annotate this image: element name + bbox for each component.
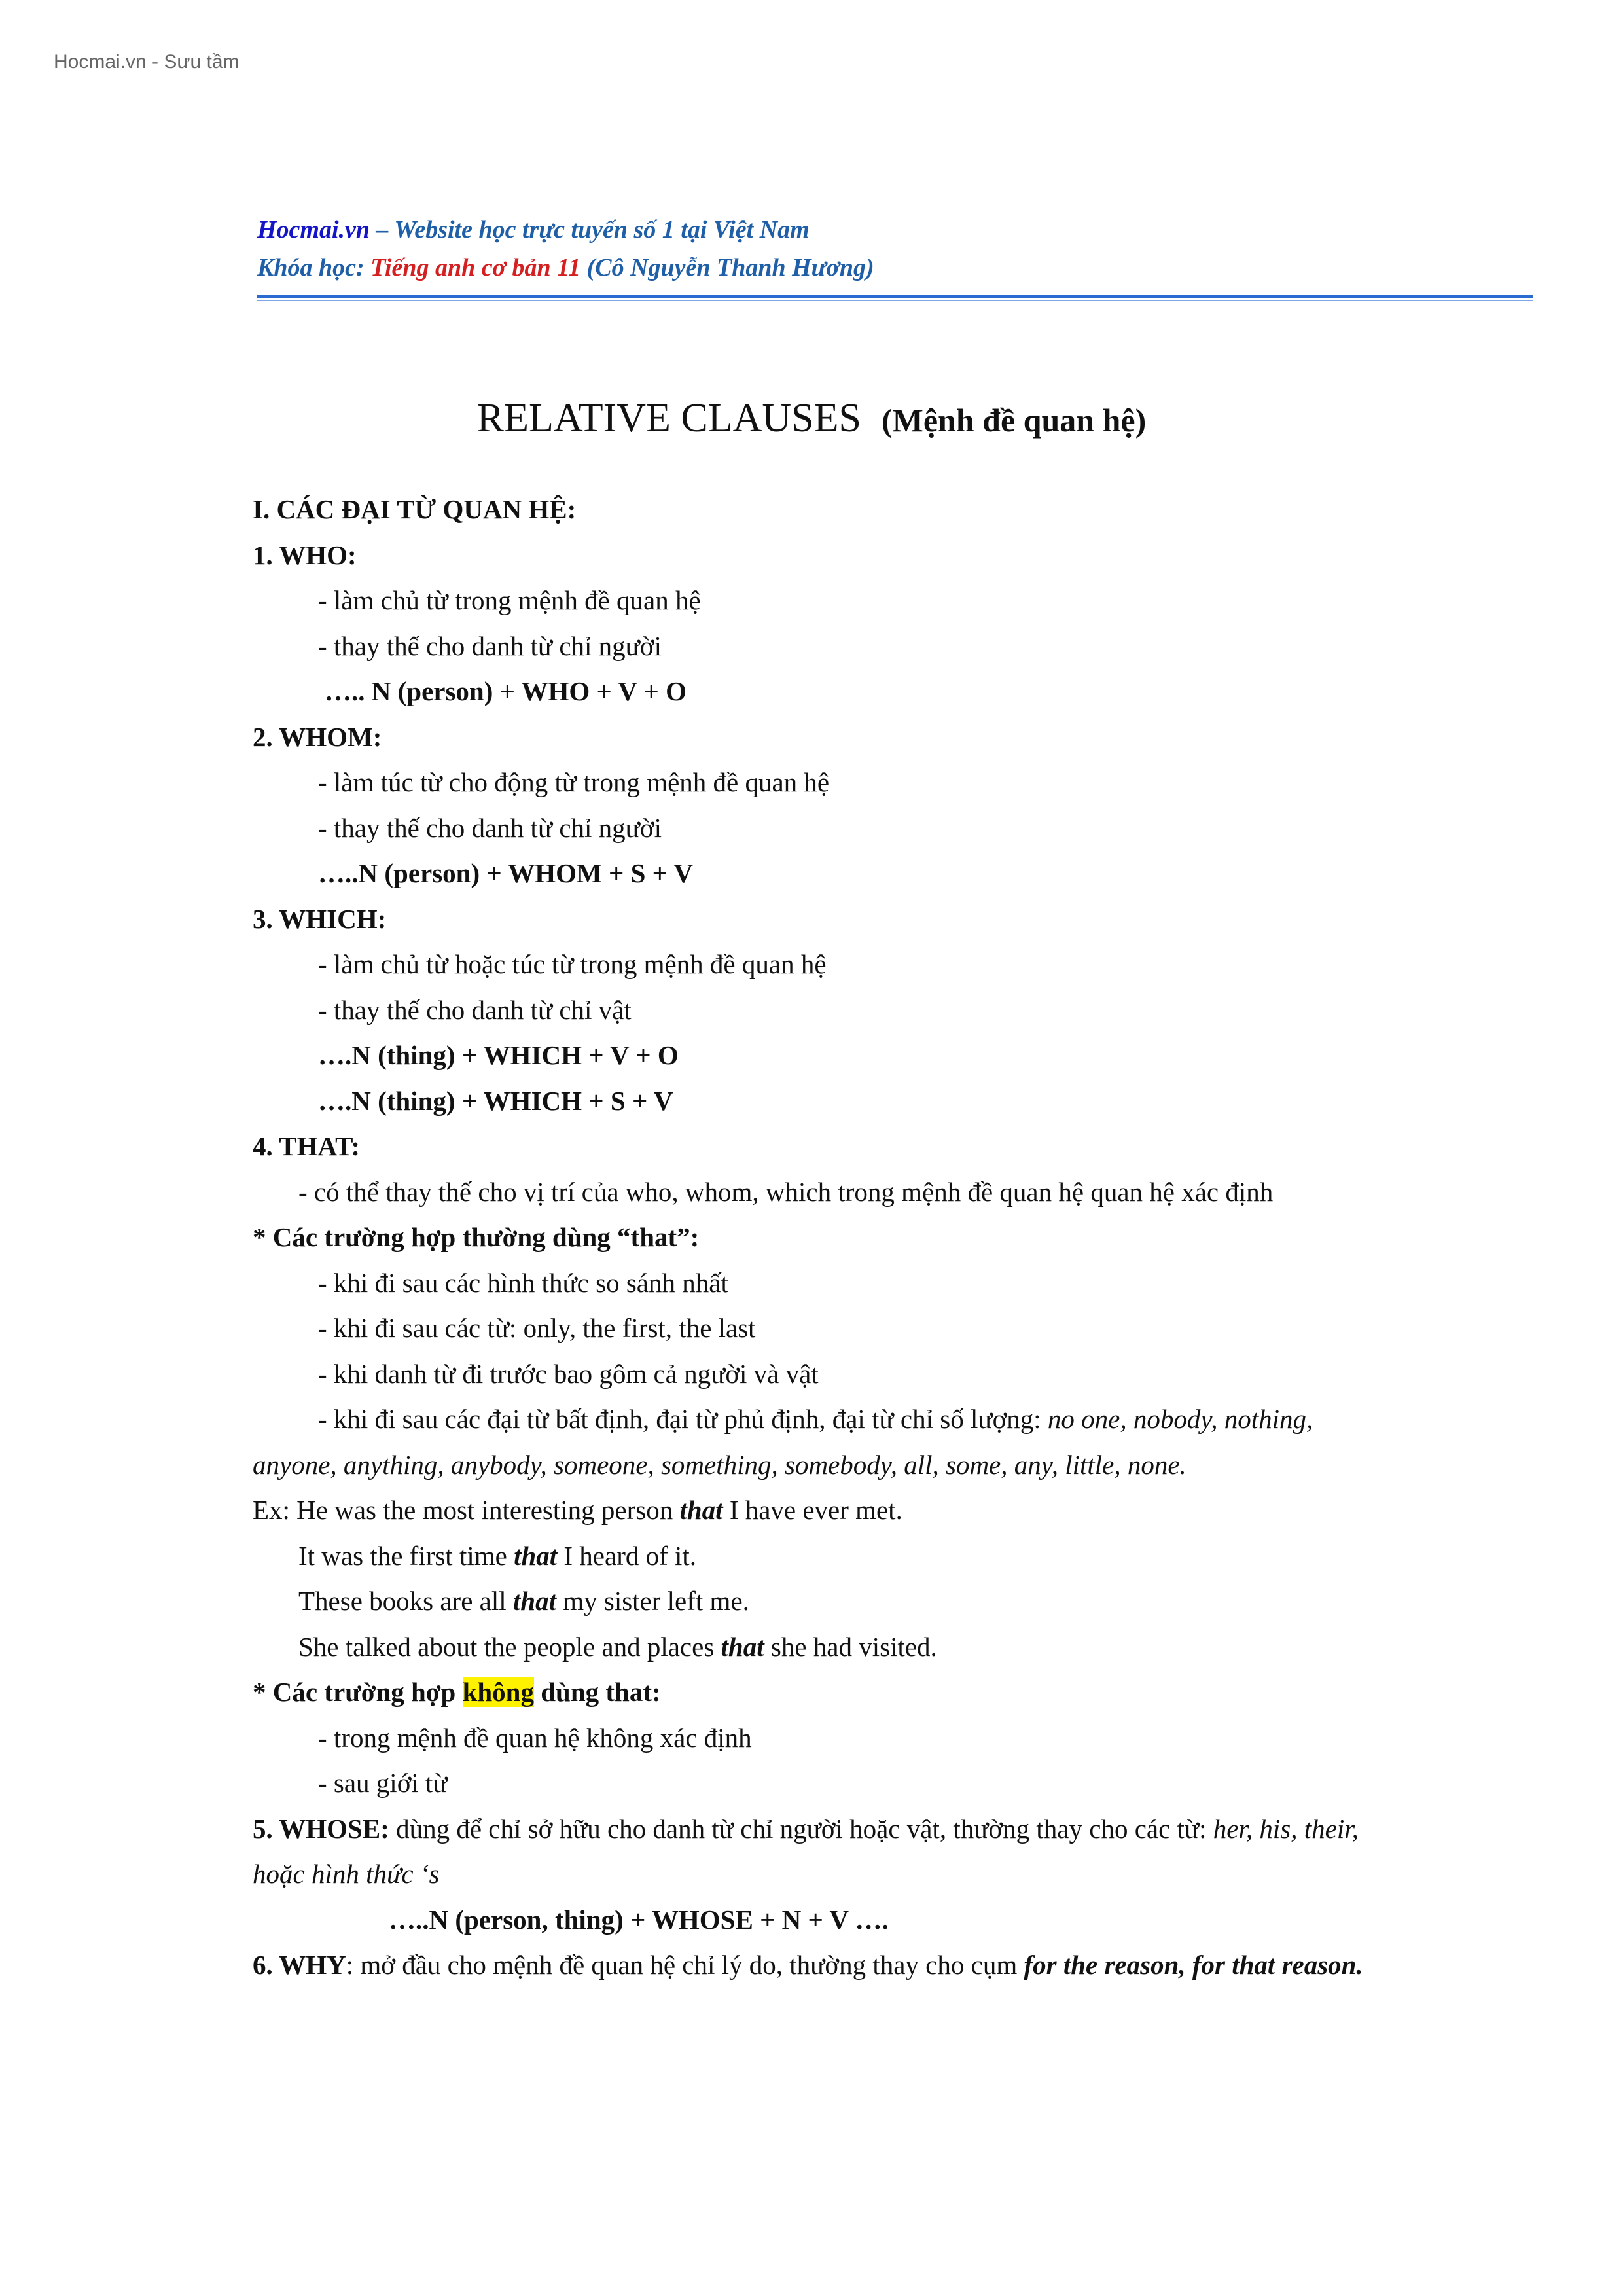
example-text: It was the first time xyxy=(298,1540,514,1571)
example-keyword: that xyxy=(721,1631,764,1662)
whom-point-2: - thay thế cho danh từ chỉ người xyxy=(318,812,662,843)
that-not-heading-text: * Các trường hợp xyxy=(253,1677,463,1707)
that-case-2: - khi đi sau các từ: only, the first, the last xyxy=(318,1313,756,1343)
example-keyword: that xyxy=(679,1495,723,1525)
title-main: RELATIVE CLAUSES xyxy=(476,396,862,440)
who-point-2: - thay thế cho danh từ chỉ người xyxy=(318,630,662,661)
example-line xyxy=(253,1579,1535,1624)
section-heading: I. CÁC ĐẠI TỪ QUAN HỆ: xyxy=(253,494,577,524)
that-case-4 xyxy=(253,1397,1535,1443)
that-heading: 4. THAT: xyxy=(253,1131,361,1161)
example-text: my sister left me. xyxy=(556,1586,749,1616)
example-text: Ex: He was the most interesting person xyxy=(253,1495,680,1525)
whose-examples-b: hoặc hình thức ‘s xyxy=(253,1859,440,1889)
that-not-heading-text: dùng that: xyxy=(534,1677,661,1707)
that-case-4-text: - khi đi sau các đại từ bất định, đại từ phủ định, đại từ chỉ số lượng: xyxy=(318,1404,1048,1434)
whose-examples-a: her, his, their, xyxy=(1213,1813,1359,1844)
which-formula-2: ….N (thing) + WHICH + S + V xyxy=(318,1085,673,1116)
example-line xyxy=(253,1488,1535,1534)
example-line xyxy=(253,1624,1535,1670)
whom-point-1: - làm túc từ cho động từ trong mệnh đề quan hệ xyxy=(318,767,830,797)
example-text: These books are all xyxy=(298,1586,513,1616)
document-header xyxy=(257,211,1533,301)
example-keyword: that xyxy=(514,1540,558,1571)
that-case-3: - khi danh từ đi trước bao gôm cả người và vật xyxy=(318,1358,819,1389)
which-point-1: - làm chủ từ hoặc túc từ trong mệnh đề quan hệ xyxy=(318,949,827,979)
watermark: Hocmai.vn - Sưu tầm xyxy=(54,51,240,73)
which-formula-1: ….N (thing) + WHICH + V + O xyxy=(318,1040,679,1070)
header-site-line xyxy=(257,211,1533,249)
course-name: Tiếng anh cơ bản 11 xyxy=(370,254,581,281)
highlighted-word: không xyxy=(462,1677,534,1707)
page-title xyxy=(0,395,1623,442)
example-text: I have ever met. xyxy=(722,1495,902,1525)
that-not-2: - sau giới từ xyxy=(318,1768,448,1798)
why-text: : mở đầu cho mệnh đề quan hệ chỉ lý do, thường thay cho cụm xyxy=(346,1950,1024,1980)
whose-formula: …..N (person, thing) + WHOSE + N + V …. xyxy=(389,1904,889,1935)
who-point-1: - làm chủ từ trong mệnh đề quan hệ xyxy=(318,585,701,615)
who-formula: ….. N (person) + WHO + V + O xyxy=(325,676,687,706)
why-emphasis: for the reason, for that reason. xyxy=(1024,1950,1363,1980)
that-not-1: - trong mệnh đề quan hệ không xác định xyxy=(318,1722,752,1753)
that-cases-heading: * Các trường hợp thường dùng “that”: xyxy=(253,1222,700,1252)
which-heading: 3. WHICH: xyxy=(253,903,387,934)
whose-line xyxy=(253,1806,1535,1852)
why-line xyxy=(253,1943,1535,1988)
whom-heading: 2. WHOM: xyxy=(253,721,382,752)
that-not-heading xyxy=(253,1670,1535,1715)
site-tagline: – Website học trực tuyến số 1 tại Việt Nam xyxy=(370,216,810,243)
that-case-4-examples-a: no one, nobody, nothing, xyxy=(1047,1404,1313,1434)
document-body xyxy=(253,487,1535,1988)
header-divider xyxy=(257,295,1533,301)
whose-text: dùng để chỉ sở hữu cho danh từ chỉ người hoặc vật, thường thay cho các từ: xyxy=(389,1813,1213,1844)
whom-formula: …..N (person) + WHOM + S + V xyxy=(318,858,694,888)
that-case-4-examples-b: anyone, anything, anybody, someone, something, somebody, all, some, any, little, none. xyxy=(253,1449,1186,1480)
that-point-1: - có thể thay thế cho vị trí của who, whom, which trong mệnh đề quan hệ quan hệ xác định xyxy=(298,1176,1274,1207)
course-teacher: (Cô Nguyễn Thanh Hương) xyxy=(580,254,874,281)
site-name[interactable]: Hocmai.vn xyxy=(257,216,370,243)
who-heading: 1. WHO: xyxy=(253,539,357,570)
that-case-1: - khi đi sau các hình thức so sánh nhất xyxy=(318,1267,728,1298)
example-line xyxy=(253,1534,1535,1579)
which-point-2: - thay thế cho danh từ chỉ vật xyxy=(318,994,632,1025)
example-text: I heard of it. xyxy=(557,1540,697,1571)
example-text: She talked about the people and places xyxy=(298,1631,721,1662)
title-sub: (Mệnh đề quan hệ) xyxy=(882,402,1147,439)
course-prefix: Khóa học: xyxy=(257,254,371,281)
header-course-line xyxy=(257,249,1533,287)
why-heading: 6. WHY xyxy=(253,1950,346,1980)
example-keyword: that xyxy=(512,1586,556,1616)
whose-heading: 5. WHOSE: xyxy=(253,1813,389,1844)
example-text: she had visited. xyxy=(764,1631,937,1662)
